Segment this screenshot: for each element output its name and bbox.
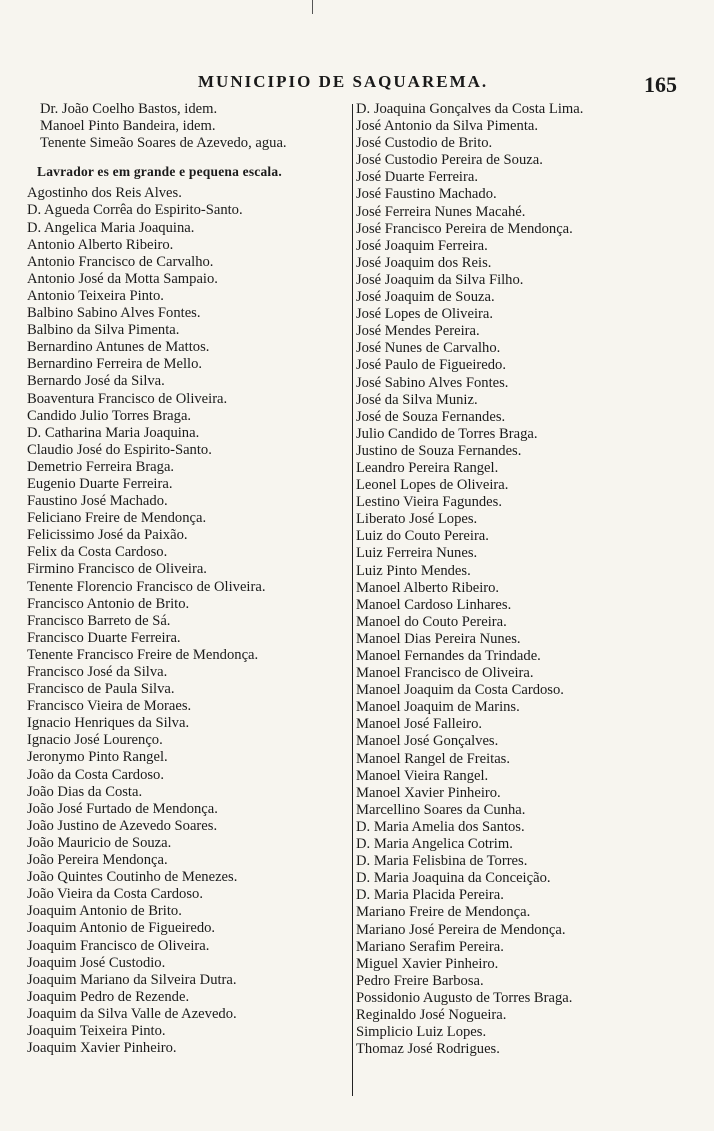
left-name-list <box>27 185 353 1057</box>
list-item: D. Agueda Corrêa do Espirito-Santo. <box>27 202 243 219</box>
section-heading: Lavrador es em grande e pequena escala. <box>37 164 282 180</box>
list-item: José Joaquim da Silva Filho. <box>356 271 524 288</box>
list-item: Julio Candido de Torres Braga. <box>356 425 538 442</box>
list-item: José Nunes de Carvalho. <box>356 340 501 357</box>
list-item: Antonio Teixeira Pinto. <box>27 287 164 304</box>
list-item: Bernardino Ferreira de Mello. <box>27 356 203 373</box>
list-item: Francisco Antonio de Brito. <box>27 595 190 612</box>
list-item: Leonel Lopes de Oliveira. <box>356 477 509 494</box>
list-item: Agostinho dos Reis Alves. <box>27 185 182 202</box>
list-item: Manoel Vieira Rangel. <box>356 767 489 784</box>
page-number: 165 <box>644 72 677 97</box>
list-item: Tenente Francisco Freire de Mendonça. <box>27 646 259 663</box>
list-item: José Faustino Machado. <box>356 186 497 203</box>
list-item: João Pereira Mendonça. <box>27 852 168 869</box>
list-item: João Vieira da Costa Cardoso. <box>27 886 203 903</box>
list-item: D. Angelica Maria Joaquina. <box>27 219 195 236</box>
list-item: Joaquim Antonio de Brito. <box>27 903 182 920</box>
list-item: Bernardo José da Silva. <box>27 373 165 390</box>
list-item: Justino de Souza Fernandes. <box>356 442 522 459</box>
list-item: Joaquim Pedro de Rezende. <box>27 988 190 1005</box>
list-item: Francisco José da Silva. <box>27 664 168 680</box>
list-item: Joaquim Francisco de Oliveira. <box>27 937 210 954</box>
list-item: Balbino da Silva Pimenta. <box>27 322 180 339</box>
list-item: Mariano José Pereira de Mendonça. <box>356 921 566 938</box>
top-lines <box>27 101 353 152</box>
list-item: João José Furtado de Mendonça. <box>27 800 218 817</box>
list-item: José Joaquim Ferreira. <box>356 237 488 254</box>
list-item: José Custodio Pereira de Souza. <box>356 152 543 169</box>
list-item: Luiz Pinto Mendes. <box>356 562 471 579</box>
list-item: Francisco Barreto de Sá. <box>27 612 171 629</box>
list-item: Candido Julio Torres Braga. <box>27 407 192 424</box>
list-item: Tenente Florencio Francisco de Oliveira. <box>27 578 266 595</box>
list-item: Ignacio José Lourenço. <box>27 732 163 749</box>
list-item: Manoel Cardoso Linhares. <box>356 596 512 613</box>
list-item: Manoel Dias Pereira Nunes. <box>356 630 521 647</box>
list-item: Manoel Joaquim de Marins. <box>356 699 520 716</box>
list-item: Francisco Duarte Ferreira. <box>27 629 181 646</box>
list-item: Liberato José Lopes. <box>356 511 478 528</box>
list-item: Francisco de Paula Silva. <box>27 681 175 698</box>
list-item: Feliciano Freire de Mendonça. <box>27 510 207 527</box>
list-item: José Ferreira Nunes Macahé. <box>356 203 526 220</box>
list-item: D. Maria Amelia dos Santos. <box>356 818 525 835</box>
list-item: João Quintes Coutinho de Menezes. <box>27 869 238 886</box>
list-item: Joaquim da Silva Valle de Azevedo. <box>27 1005 237 1022</box>
list-item: Felix da Costa Cardoso. <box>27 544 168 561</box>
list-item: Manoel José Gonçalves. <box>356 733 499 750</box>
list-item: Antonio José da Motta Sampaio. <box>27 270 218 287</box>
list-item: José Francisco Pereira de Mendonça. <box>356 220 573 237</box>
list-item: José Custodio de Brito. <box>356 135 493 152</box>
list-item: José de Souza Fernandes. <box>356 408 506 425</box>
list-item: Claudio José do Espirito-Santo. <box>27 441 212 458</box>
list-item: Dr. João Coelho Bastos, idem. <box>40 101 218 117</box>
page-title: MUNICIPIO DE SAQUAREMA. <box>198 72 489 91</box>
list-item: José Paulo de Figueiredo. <box>356 357 506 374</box>
list-item: D. Catharina Maria Joaquina. <box>27 424 200 441</box>
list-item: Manoel do Couto Pereira. <box>356 613 507 630</box>
list-item: Joaquim Antonio de Figueiredo. <box>27 920 216 937</box>
list-item: José Joaquim dos Reis. <box>356 254 492 271</box>
right-name-list <box>348 101 678 1058</box>
list-item: Felicissimo José da Paixão. <box>27 527 188 544</box>
list-item: Thomaz José Rodrigues. <box>356 1041 500 1058</box>
list-item: Firmino Francisco de Oliveira. <box>27 561 207 578</box>
list-item: Marcellino Soares da Cunha. <box>356 801 526 818</box>
list-item: D. Maria Joaquina da Conceição. <box>356 870 551 887</box>
list-item: José da Silva Muniz. <box>356 391 478 408</box>
list-item: Pedro Freire Barbosa. <box>356 972 484 989</box>
list-item: Simplicio Luiz Lopes. <box>356 1024 487 1041</box>
list-item: Francisco Vieira de Moraes. <box>27 698 192 715</box>
list-item: D. Maria Placida Pereira. <box>356 887 504 904</box>
list-item: Bernardino Antunes de Mattos. <box>27 339 210 356</box>
list-item: Mariano Serafim Pereira. <box>356 938 504 955</box>
list-item: D. Maria Felisbina de Torres. <box>356 853 528 870</box>
list-item: Mariano Freire de Mendonça. <box>356 904 531 921</box>
left-column <box>27 101 353 1057</box>
list-item: Possidonio Augusto de Torres Braga. <box>356 989 573 1006</box>
page-edge-mark <box>312 0 313 14</box>
list-item: Jeronymo Pinto Rangel. <box>27 749 168 766</box>
list-item: Manoel Xavier Pinheiro. <box>356 784 501 801</box>
list-item: Manoel Pinto Bandeira, idem. <box>40 118 216 135</box>
list-item: Antonio Francisco de Carvalho. <box>27 253 214 270</box>
list-item: Manoel Francisco de Oliveira. <box>356 665 534 682</box>
right-column <box>348 101 678 1058</box>
list-item: Manoel Rangel de Freitas. <box>356 750 511 767</box>
list-item: Manoel Fernandes da Trindade. <box>356 648 541 664</box>
list-item: Ignacio Henriques da Silva. <box>27 715 190 732</box>
list-item: Joaquim José Custodio. <box>27 954 166 971</box>
list-item: Manoel José Falleiro. <box>356 716 483 733</box>
list-item: José Lopes de Oliveira. <box>356 306 493 323</box>
list-item: José Mendes Pereira. <box>356 323 480 340</box>
list-item: Leandro Pereira Rangel. <box>356 459 499 476</box>
list-item: Manoel Alberto Ribeiro. <box>356 579 500 596</box>
list-item: Reginaldo José Nogueira. <box>356 1006 507 1023</box>
list-item: Luiz Ferreira Nunes. <box>356 545 478 562</box>
list-item: Faustino José Machado. <box>27 493 168 510</box>
list-item: José Antonio da Silva Pimenta. <box>356 118 539 135</box>
list-item: José Joaquim de Souza. <box>356 289 495 306</box>
list-item: Joaquim Xavier Pinheiro. <box>27 1040 177 1057</box>
list-item: Demetrio Ferreira Braga. <box>27 458 175 475</box>
list-item: José Sabino Alves Fontes. <box>356 374 509 391</box>
list-item: D. Joaquina Gonçalves da Costa Lima. <box>356 101 584 117</box>
list-item: João Justino de Azevedo Soares. <box>27 817 218 834</box>
list-item: João da Costa Cardoso. <box>27 766 165 783</box>
list-item: Joaquim Mariano da Silveira Dutra. <box>27 971 237 988</box>
list-item: João Dias da Costa. <box>27 783 143 800</box>
list-item: Joaquim Teixeira Pinto. <box>27 1022 166 1039</box>
list-item: D. Maria Angelica Cotrim. <box>356 836 513 853</box>
list-item: Antonio Alberto Ribeiro. <box>27 236 174 253</box>
list-item: Tenente Simeão Soares de Azevedo, agua. <box>40 135 287 152</box>
list-item: Manoel Joaquim da Costa Cardoso. <box>356 682 564 699</box>
list-item: João Mauricio de Souza. <box>27 834 172 851</box>
list-item: Boaventura Francisco de Oliveira. <box>27 390 228 407</box>
list-item: Lestino Vieira Fagundes. <box>356 494 502 511</box>
list-item: Luiz do Couto Pereira. <box>356 528 489 545</box>
list-item: Miguel Xavier Pinheiro. <box>356 955 499 972</box>
list-item: José Duarte Ferreira. <box>356 169 478 186</box>
list-item: Eugenio Duarte Ferreira. <box>27 475 173 492</box>
list-item: Balbino Sabino Alves Fontes. <box>27 305 201 322</box>
